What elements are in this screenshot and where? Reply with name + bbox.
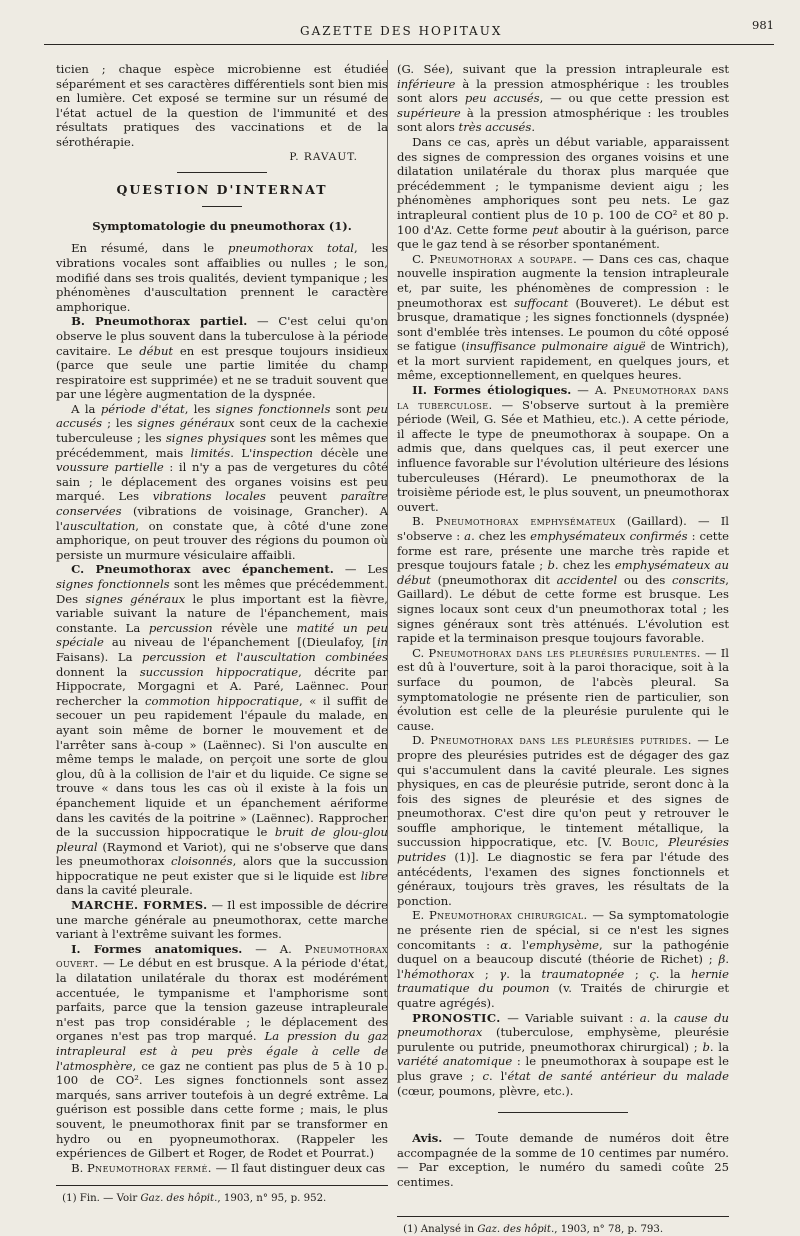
paragraph-total: En résumé, dans le pneumothorax total, les vibrations vocales sont affaiblies ou nulles ; le son, modifié dans ses trois qualités, devient tympanique ; les phénomènes d'auscultation prennent le caractère amphorique. <box>56 241 389 314</box>
paragraph-ferme: B. Pneumothorax fermé. — Il faut distinguer deux cas <box>71 1160 386 1175</box>
title-rule <box>202 206 242 207</box>
right-column <box>397 62 730 1235</box>
separator-rule <box>177 172 267 173</box>
footnote-left: (1) Fin. — Voir Gaz. des hôpit., 1903, n° 95, p. 952. <box>62 1193 327 1205</box>
paragraph-pression: (G. Sée), suivant que la pression intrapleurale est inférieure à la pression atmosphérique : les troubles sont alors peu accusés, — ou que cette pression est supérieure à la pression atmosphérique : les troubles sont alors très accusés. <box>397 62 729 135</box>
paragraph-marche: MARCHE. FORMES. — Il est impossible de décrire une marche générale au pneumothorax, cette marche variant à l'extrême suivant les formes. <box>56 898 388 942</box>
notice-avis: Avis. — Toute demande de numéros doit être accompagnée de la somme de 10 centimes par numéro. — Par exception, le numéro du samedi coûte 25 centimes. <box>397 1131 729 1189</box>
paragraph-compression: Dans ce cas, après un début variable, apparaissent des signes de compression des organes voisins et une dilatation unilatérale du thorax plus marquée que précédemment ; le tympanisme devient aigu ; les phénomènes amphoriques sont peu nets. Le gaz intrapleural contient plus de 10 p. 100 de CO² et 80 p. 100 d'Az. Cette forme peut aboutir à la guérison, parce que le gaz tend à se résorber spontanément. <box>397 134 729 252</box>
separator-rule-right <box>498 1112 628 1113</box>
article-title: Symptomatologie du pneumothorax (1). <box>92 218 352 233</box>
paragraph-formes-etiologiques: II. Formes étiologiques. — A. Pneumothorax dans la tuberculose. — S'observe surtout à la première période (Weil, G. Sée et Mathieu, etc.). A cette période, il affecte le type de pneumothorax à soupape. On a admis que, dans quelques cas, il peut exercer une influence favorable sur l'évolution ultérieure des lésions tuberculeuses (Hérard). Le pneumothorax de la troisième période est, le plus souvent, un pneumothorax ouvert. <box>397 383 729 514</box>
intro-paragraph: ticien ; chaque espèce microbienne est étudiée séparément et ses caractères différentiels sont bien mis en lumière. Cet exposé se termine sur un résumé de l'état actuel de la question de l'immunité et des résultats pratiques des vaccinations et de la sérothérapie. <box>56 62 388 149</box>
header-rule <box>44 44 774 45</box>
paragraph-partial: B. Pneumothorax partiel. — C'est celui qu'on observe le plus souvent dans la tuberculose à la période cavitaire. Le début en est presque toujours insidieux (parce que seule une partie limitée du champ respiratoire est supprimée) et ne se traduit souvent que par une légère augmentation de la dyspnée. <box>56 314 389 402</box>
footnote-rule <box>56 1185 388 1186</box>
page-number: 981 <box>752 18 774 32</box>
author-signature: P. RAVAUT. <box>289 150 358 163</box>
paragraph-formes-anatomiques: I. Formes anatomiques. — A. Pneumothorax ouvert. — Le début en est brusque. A la période d'état, la dilatation unilatérale du thorax est modérément accentuée, le tympanisme et l'amphorisme sont parfaits, parce que la tension gazeuse intrapleurale n'est pas trop considérable ; le déplacement des organes n'est pas trop marqué. La pression du gaz intrapleural est à peu près égale à celle de l'atmosphère, ce gaz ne contient pas plus de 5 à 10 p. 100 de CO². Les signes fonctionnels sont assez marqués, sans arriver toutefois à un degré extrême. La guérison est possible dans cette forme ; mais, le plus souvent, le pneumothorax finit par se transformer en hydro ou en pyopneumothorax. (Rappeler les expériences de Gilbert et Roger, de Rodet et Pourrat.) <box>56 941 388 1161</box>
paragraph-pronostic: PRONOSTIC. — Variable suivant : a. la cause du pneumothorax (tuberculose, emphysème, pleurésie purulente ou putride, pneumothorax chirurgical) ; b. la variété anatomique : le pneumothorax à soupape est le plus grave ; c. l'état de santé antérieur du malade (cœur, poumons, plèvre, etc.). <box>397 1010 729 1098</box>
paragraph-chirurgical: E. Pneumothorax chirurgical. — Sa symptomatologie ne présente rien de spécial, si ce n'est les signes concomitants : α. l'emphysème, sur la pathogénie duquel on a beaucoup discuté (théorie de Richet) ; β. l'hémothorax ; γ. la traumatopnée ; ς. la hernie traumatique du poumon (v. Traités de chirurgie et quatre agrégés). <box>397 908 729 1010</box>
paragraph-emphysemateux: B. Pneumothorax emphysémateux (Gaillard). — Il s'observe : a. chez les emphysémateux confirmés : cette forme est rare, présente une marche très rapide et presque toujours fatale ; b. chez les emphysémateux au début (pneumothorax dit accidentel ou des conscrits, Gaillard). Le début de cette forme est brusque. Les signes locaux sont ceux d'un pneumothorax total ; les signes généraux sont très atténués. L'évolution est rapide et la terminaison presque toujours favorable. <box>397 514 730 646</box>
section-title: QUESTION D'INTERNAT <box>116 182 328 198</box>
running-title: GAZETTE DES HOPITAUX <box>300 24 503 38</box>
paragraph-epanchement: C. Pneumothorax avec épanchement. — Les signes fonctionnels sont les mêmes que précédemment. Des signes généraux le plus important est la fièvre, variable suivant la nature de l'épanchement, mais constante. La percussion révèle une matité un peu spéciale au niveau de l'épanchement [(Dieulafoy, [in Faisans). La percussion et l'auscultation combinées donnent la succussion hippocratique, décrite par Hippocrate, Morgagni et A. Paré, Laënnec. Pour rechercher la commotion hippocratique, « il suffit de secouer un peu rapidement l'épaule du malade, en ayant soin même de borner le mouvement et de l'arrêter sans à-coup » (Laënnec). Si l'on ausculte en même temps le malade, on perçoit une sorte de glou glou, dû à la collision de l'air et du liquide. Ce signe se trouve « dans tous les cas où il existe à la fois un épanchement liquide et un épanchement aériforme dans les cavités de la poitrine » (Laënnec). Rapprocher de la succussion hippocratique le bruit de glou-glou pleural (Raymond et Variot), qui ne s'observe que dans les pneumothorax cloisonnés, alors que la succussion hippocratique ne peut exister que si le liquide est libre dans la cavité pleurale. <box>56 562 389 898</box>
footnote-right: (1) Analysé in Gaz. des hôpit., 1903, n° 78, p. 793. <box>403 1223 664 1235</box>
footnote-rule-right <box>397 1216 729 1217</box>
paragraph-soupape: C. Pneumothorax a soupape. — Dans ces cas, chaque nouvelle inspiration augmente la tension intrapleurale et, par suite, les phénomènes de compression : le pneumothorax est suffocant (Bouveret). Le début est brusque, dramatique ; les signes fonctionnels (dyspnée) sont d'emblée très intenses. Le poumon du côté opposé se fatigue (insuffisance pulmonaire aiguë de Wintrich), et la mort survient rapidement, en quelques jours, et même, exceptionnellement, en quelques heures. <box>397 251 729 383</box>
paragraph-purulentes: C. Pneumothorax dans les pleurésies purulentes. — Il est dû à l'ouverture, soit à la paroi thoracique, soit à la surface du poumon, de l'abcès pleural. Sa symptomatologie ne présente rien de particulier, son évolution est celle de la pleurésie purulente qui le cause. <box>397 645 729 733</box>
paragraph-putrides: D. Pneumothorax dans les pleurésies putrides. — Le propre des pleurésies putrides est de dégager des gaz qui s'accumulent dans la cavité pleurale. Les signes physiques, en cas de pleurésie putride, seront donc à la fois des signes de pleurésie et des signes de pneumothorax. C'est dire qu'on peut y retrouver le souffle amphorique, le tintement métallique, la succussion hippocratique, etc. [V. Bouic, Pleurésies putrides (1)]. Le diagnostic se fera par l'étude des antécédents, l'examen des signes fonctionnels et généraux, toujours très graves, les résultats de la ponction. <box>397 733 729 908</box>
paragraph-etat: A la période d'état, les signes fonctionnels sont peu accusés ; les signes généraux sont ceux de la cachexie tuberculeuse ; les signes physiques sont les mêmes que précédemment, mais limités. L'inspection décèle une voussure partielle : il n'y a pas de vergetures du côté sain ; le déplacement des organes voisins est peu marqué. Les vibrations locales peuvent paraître conservées (vibrations de voisinage, Grancher). A l'auscultation, on constate que, à côté d'une zone amphorique, on peut trouver des régions du poumon où persiste un murmure vésiculaire affaibli. <box>56 401 388 562</box>
left-column <box>56 62 389 1205</box>
